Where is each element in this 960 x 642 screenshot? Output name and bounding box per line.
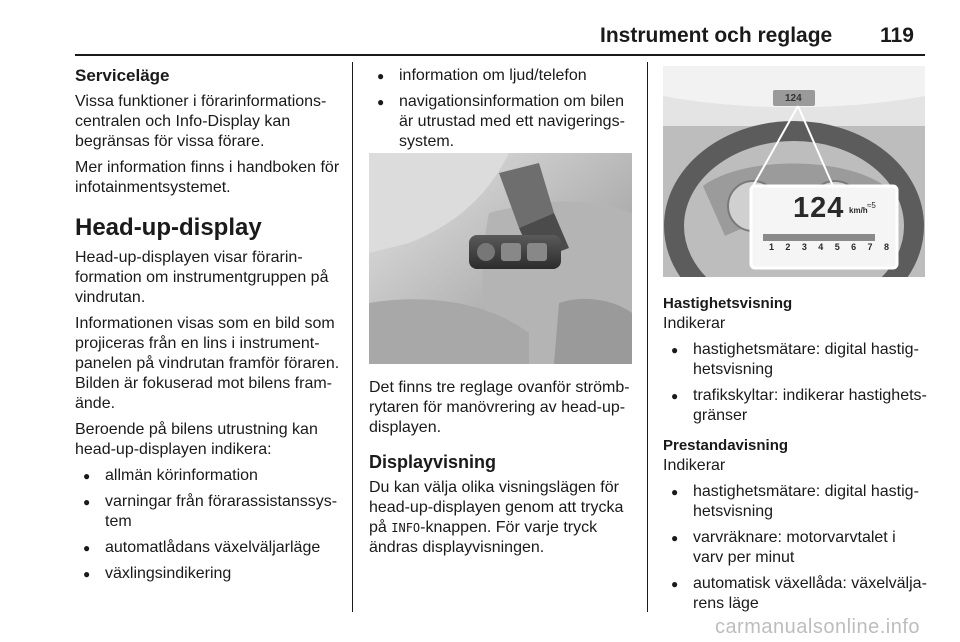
- header-rule: [75, 54, 925, 56]
- paragraph: Beroende på bilens utrustning kan head-up-displayen indikera:: [75, 421, 318, 458]
- paragraph: Det finns tre reglage ovanför strömb-rytaren för manövrering av head-up-displayen.: [369, 379, 630, 436]
- watermark: carmanualsonline.info: [714, 616, 920, 638]
- list-item: ● växlingsindikering: [75, 564, 345, 584]
- column-2: [369, 66, 634, 158]
- section-heading-service: Serviceläge: [75, 66, 170, 85]
- paragraph: Indikerar: [663, 315, 726, 332]
- section-heading-speed-view: Hastighetsvisning: [663, 295, 793, 312]
- list-item: ● allmän körinformation: [75, 466, 345, 486]
- bullet-list: [663, 482, 929, 614]
- list-item: ● varningar från förarassistanssys-tem: [75, 492, 345, 532]
- list-item: ● automatisk växellåda: växelvälja-rens läge: [663, 574, 929, 614]
- bullet-list: [369, 66, 634, 152]
- scale-tick-label: 7: [867, 242, 873, 252]
- scale-tick-label: 5: [834, 242, 840, 252]
- paragraph: Informationen visas som en bild som projiceras från en lins i instrument-panelen på vindrutan framför föraren. Bilden är fokuserad mot bilens fram-ände.: [75, 315, 340, 412]
- paragraph: Indikerar: [663, 457, 726, 474]
- column-divider: [352, 62, 353, 612]
- list-item: ● trafikskyltar: indikerar hastighets-gränser: [663, 386, 929, 426]
- scale-tick-label: 1: [769, 242, 775, 252]
- paragraph: Mer information finns i handboken för infotainmentsystemet.: [75, 159, 340, 196]
- paragraph: [369, 478, 634, 558]
- scale-tick-label: 6: [851, 242, 857, 252]
- column-2-lower: [369, 378, 634, 564]
- scale-tick-label: 3: [801, 242, 807, 252]
- list-item: ● varvräknare: motorvarvtalet i varv per minut: [663, 528, 929, 568]
- running-header-title: Instrument och reglage: [600, 24, 833, 47]
- info-button-symbol: INFO: [391, 521, 421, 535]
- list-item: ● hastighetsmätare: digital hastig-hetsvisning: [663, 340, 929, 380]
- bullet-list: [663, 340, 929, 426]
- column-divider: [647, 62, 648, 612]
- page-number: 119: [880, 24, 914, 47]
- paragraph-text: -knappen. För varje tryck ändras displayvisningen.: [369, 519, 598, 556]
- paragraph: Head-up-displayen visar förarin-formation om instrumentgruppen på vindrutan.: [75, 249, 329, 306]
- hud-photo: [663, 66, 925, 277]
- controls-illustration: [369, 153, 632, 364]
- list-item: ● hastighetsmätare: digital hastig-hetsvisning: [663, 482, 929, 522]
- section-heading-performance-view: Prestandavisning: [663, 437, 789, 454]
- paragraph-text: Du kan välja olika visningslägen för head-up-displayen genom att trycka på: [369, 479, 624, 536]
- section-heading-hud: Head-up-display: [75, 214, 262, 241]
- scale-tick-label: 4: [818, 242, 824, 252]
- list-item: ● navigationsinformation om bilen är utrustad med ett navigerings-system.: [369, 92, 634, 152]
- scale-tick-label: 2: [785, 242, 791, 252]
- hud-mini-speed: 124: [785, 93, 802, 104]
- hud-limit-indicator: ≈5: [867, 201, 876, 210]
- bullet-list: [75, 466, 345, 584]
- paragraph: Vissa funktioner i förarinformations-centralen och Info-Display kan begränsas för vissa förare.: [75, 93, 327, 150]
- list-item: ● information om ljud/telefon: [369, 66, 634, 86]
- scale-tick-label: 8: [883, 242, 889, 252]
- hud-rpm-scale: [769, 242, 889, 252]
- hud-speed-unit: km/h: [849, 206, 868, 215]
- controls-photo: [369, 153, 632, 364]
- column-3: [663, 294, 929, 620]
- list-item: ● automatlådans växelväljarläge: [75, 538, 345, 558]
- hud-speed-value: 124: [793, 192, 845, 224]
- section-heading-display: Displayvisning: [369, 452, 497, 472]
- column-1: [75, 66, 345, 590]
